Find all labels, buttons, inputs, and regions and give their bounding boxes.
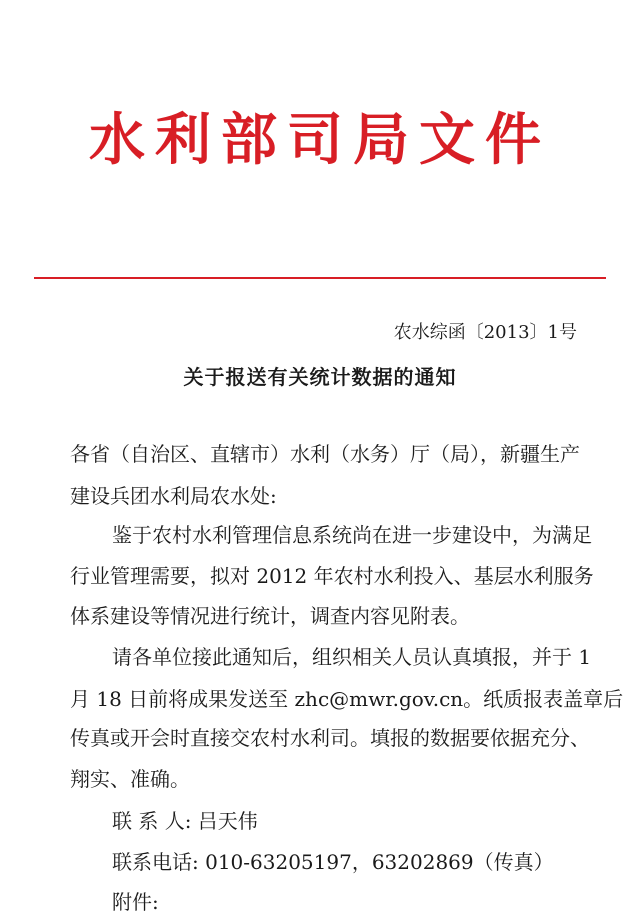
recipient-line-2: 建设兵团水利局农水处: xyxy=(70,484,277,508)
contact-phone: 联系电话: 010-63205197，63202869（传真） xyxy=(112,850,554,874)
attachments-label: 附件: xyxy=(112,890,159,914)
notice-title: 关于报送有关统计数据的通知 xyxy=(183,365,457,389)
paragraph-2-line-1: 请各单位接此通知后，组织相关人员认真填报，并于 1 xyxy=(112,645,592,669)
paragraph-1-line-2: 行业管理需要，拟对 2012 年农村水利投入、基层水利服务 xyxy=(70,564,594,588)
paragraph-2-line-2: 月 18 日前将成果发送至 zhc@mwr.gov.cn。纸质报表盖章后 xyxy=(70,687,624,711)
contact-person: 联 系 人: 吕天伟 xyxy=(112,809,258,833)
paragraph-2-line-3: 传真或开会时直接交农村水利司。填报的数据要依据充分、 xyxy=(70,726,590,750)
paragraph-2-line-4: 翔实、准确。 xyxy=(70,767,190,791)
paragraph-1-line-3: 体系建设等情况进行统计，调查内容见附表。 xyxy=(70,604,470,628)
issuer-masthead: 水利部司局文件 xyxy=(89,108,551,173)
red-separator-line xyxy=(34,277,606,279)
paragraph-1-line-1: 鉴于农村水利管理信息系统尚在进一步建设中，为满足 xyxy=(112,523,592,547)
recipient-line-1: 各省（自治区、直辖市）水利（水务）厅（局），新疆生产 xyxy=(70,442,580,466)
document-number: 农水综函〔2013〕1号 xyxy=(393,322,577,343)
